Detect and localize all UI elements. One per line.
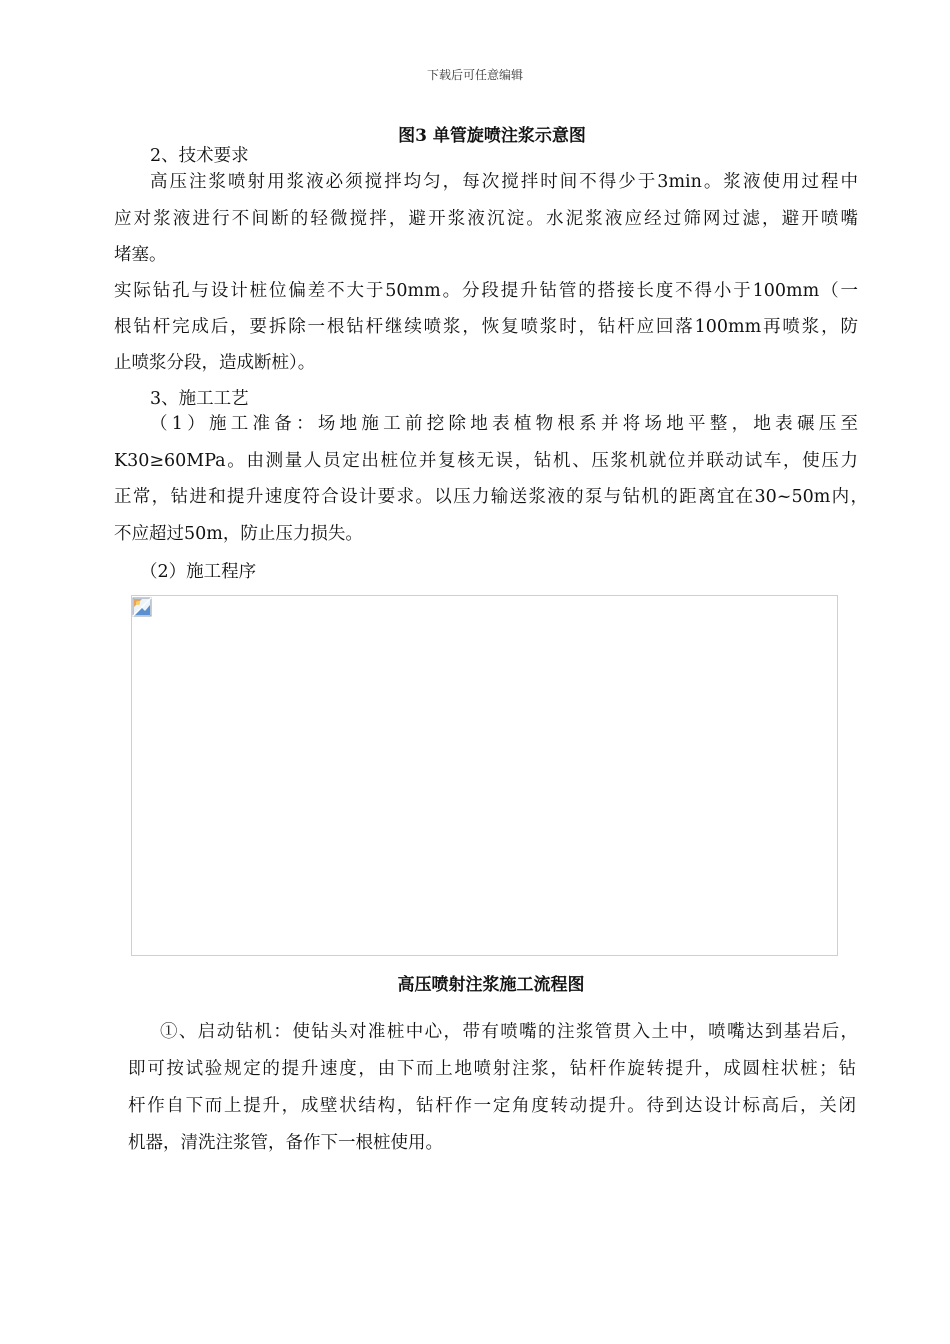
section-3-heading: 3、施工工艺 <box>150 389 249 409</box>
paragraph-line: ①、启动钻机：使钻头对准桩中心，带有喷嘴的注浆管贯入土中，喷嘴达到基岩后， <box>160 1022 858 1042</box>
paragraph-line: 机器，清洗注浆管，备作下一根桩使用。 <box>128 1133 443 1153</box>
section-2-heading: 2、技术要求 <box>150 146 249 166</box>
subsection-2-heading: （2）施工程序 <box>140 562 257 582</box>
figure-3-title: 图3 单管旋喷注浆示意图 <box>398 126 586 146</box>
paragraph-line: 不应超过50m，防止压力损失。 <box>114 524 363 544</box>
paragraph-line: K30≥60MPa。由测量人员定出桩位并复核无误，钻机、压浆机就位并联动试车，使压力 <box>114 451 858 471</box>
paragraph-line: （1）施工准备：场地施工前挖除地表植物根系并将场地平整，地表碾压至 <box>150 414 858 434</box>
paragraph-line: 即可按试验规定的提升速度，由下而上地喷射注浆，钻杆作旋转提升，成圆柱状桩；钻 <box>128 1059 856 1079</box>
paragraph-line: 杆作自下而上提升，成壁状结构，钻杆作一定角度转动提升。待到达设计标高后，关闭 <box>128 1096 856 1116</box>
paragraph-line: 应对浆液进行不间断的轻微搅拌，避开浆液沉淀。水泥浆液应经过筛网过滤，避开喷嘴 <box>114 209 858 229</box>
header-note: 下载后可任意编辑 <box>426 68 523 82</box>
paragraph-line: 止喷浆分段，造成断桩）。 <box>114 353 316 373</box>
paragraph-line: 根钻杆完成后，要拆除一根钻杆继续喷浆，恢复喷浆时，钻杆应回落100mm再喷浆，防 <box>114 317 858 337</box>
paragraph-line: 堵塞。 <box>114 245 167 265</box>
paragraph-line: 实际钻孔与设计桩位偏差不大于50mm。分段提升钻管的搭接长度不得小于100mm（一 <box>114 281 858 301</box>
paragraph-line: 高压注浆喷射用浆液必须搅拌均匀，每次搅拌时间不得少于3min。浆液使用过程中 <box>150 172 858 192</box>
flowchart-caption: 高压喷射注浆施工流程图 <box>397 975 585 995</box>
paragraph-line: 正常，钻进和提升速度符合设计要求。以压力输送浆液的泵与钻机的距离宜在30~50m内， <box>114 487 868 507</box>
flowchart-image-placeholder <box>131 595 838 956</box>
broken-image-icon <box>132 597 152 617</box>
